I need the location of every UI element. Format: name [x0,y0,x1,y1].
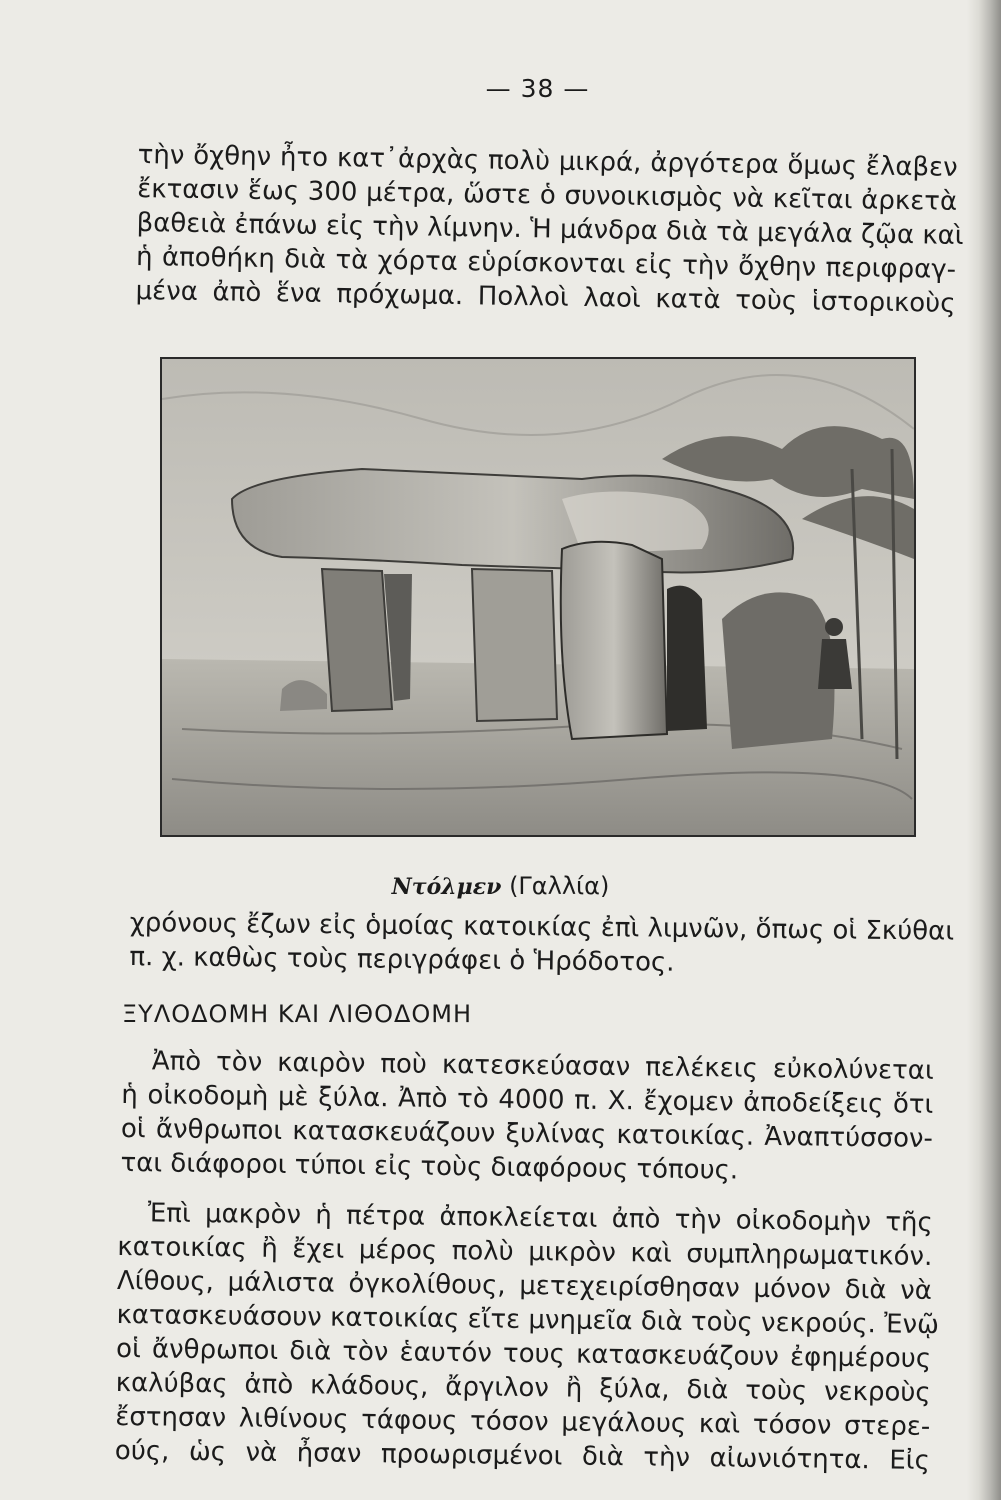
caption-location: (Γαλλία) [509,872,610,900]
dolmen-illustration [160,357,916,837]
paragraph-2 [129,906,955,983]
text-line: Λίθους, μάλιστα ὀγκολίθους, μετεχειρίσθησαν μόνον διὰ νὰ [116,1265,933,1306]
text-line: ἡ οἰκοδομὴ μὲ ξύλα. Ἀπὸ τὸ 4000 π. Χ. ἔχομεν ἀποδείξεις ὅτι [121,1079,934,1120]
text-line: ἔστησαν λιθίνους τάφους τόσον μεγάλους καὶ τόσον στερε- [115,1401,931,1442]
text-line: κατοικίας ἢ ἔχει μέρος πολὺ μικρὸν καὶ συμπληρωματικόν. [117,1231,933,1272]
text-line: μένα ἀπὸ ἕνα πρόχωμα. Πολλοὶ λαοὶ κατὰ τοὺς ἱστορικοὺς [135,275,956,319]
text-line: οἱ ἄνθρωποι κατασκευάζουν ξυλίνας κατοικίας. Ἀναπτύσσον- [120,1113,934,1154]
figure-caption [0,872,1001,900]
section-heading: ΞΥΛΟΔΟΜΗ ΚΑΙ ΛΙΘΟΔΟΜΗ [122,1000,473,1028]
page-number: — 38 — [485,74,590,103]
text-line: κατασκευάσουν κατοικίας εἴτε μνημεῖα διὰ τοὺς νεκρούς. Ἐνῷ [116,1299,940,1341]
text-line: καλύβας ἀπὸ κλάδους, ἄργιλον ἢ ξύλα, διὰ τοὺς νεκροὺς [115,1367,931,1408]
text-line: χρόνους ἔζων εἰς ὁμοίας κατοικίας ἐπὶ λιμνῶν, ὅπως οἱ Σκύθαι [129,907,955,947]
paragraph-4 [114,1196,940,1478]
text-line: οἱ ἄνθρωποι διὰ τὸν ἑαυτόν τους κατασκευάζουν ἐφημέρους [115,1333,932,1374]
text-line: ται διάφοροι τύποι εἰς τοὺς διαφόρους τόπους. [120,1147,739,1186]
caption-title: Ντόλμεν [391,874,502,900]
text-line: βαθειὰ ἐπάνω εἰς τὴν λίμνην. Ἡ μάνδρα διὰ τὰ μεγάλα ζῷα καὶ [136,207,964,251]
text-line: ἡ ἀποθήκη διὰ τὰ χόρτα εὑρίσκονται εἰς τὴν ὄχθην περιφραγ- [135,241,957,285]
text-line: Ἐπὶ μακρὸν ἡ πέτρα ἀποκλείεται ἀπὸ τὴν οἰκοδομὴν τῆς [147,1198,933,1238]
text-line: ἔκτασιν ἕως 300 μέτρα, ὥστε ὁ συνοικισμὸς νὰ κεῖται ἀρκετὰ [136,173,958,217]
book-spine-shadow [967,0,1001,1500]
text-line: Ἀπὸ τὸν καιρὸν ποὺ κατεσκεύασαν πελέκεις εὐκολύνεται [151,1046,934,1086]
paragraph-3 [120,1044,934,1190]
paragraph-1 [135,138,964,321]
text-line: τὴν ὄχθην ἦτο κατ᾽ἀρχὰς πολὺ μικρά, ἀργότερα ὅμως ἔλαβεν [137,139,958,183]
text-line: π. χ. καθὼς τοὺς περιγράφει ὁ Ἡρόδοτος. [129,941,675,978]
text-line: ούς, ὡς νὰ ἦσαν προωρισμένοι διὰ τὴν αἰωνιότητα. Εἰς [114,1435,931,1476]
